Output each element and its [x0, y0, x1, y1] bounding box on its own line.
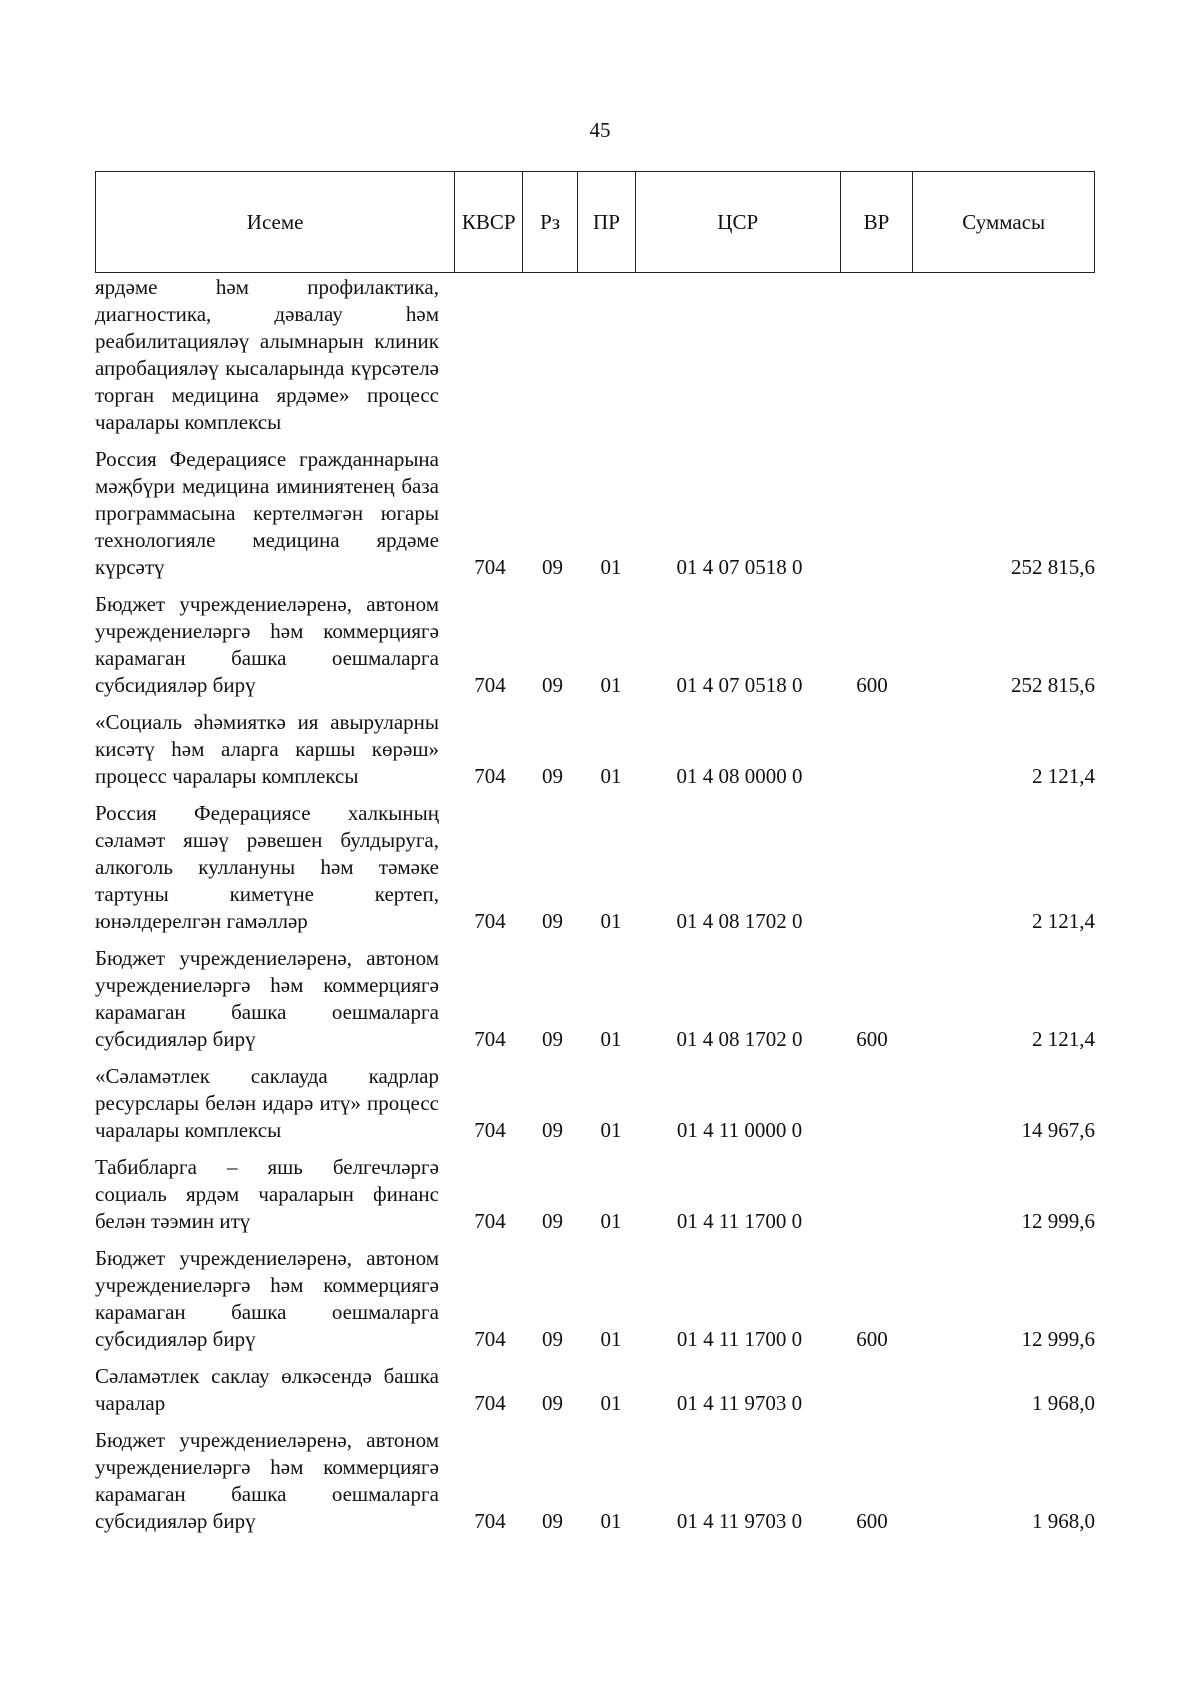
row-rz: 09: [542, 1509, 563, 1533]
row-pr: 01: [600, 1509, 622, 1533]
table-row: [95, 1245, 1105, 1353]
row-csr: 01 4 07 0518 0: [676, 555, 803, 579]
row-rz: 09: [542, 1209, 563, 1233]
table-row: [95, 1363, 1105, 1417]
header-vr: ВР: [841, 172, 914, 272]
row-kvsr: 704: [474, 1327, 506, 1351]
row-csr: 01 4 08 0000 0: [676, 764, 803, 788]
row-csr: 01 4 08 1702 0: [676, 909, 803, 933]
row-sum: 2 121,4: [1032, 764, 1095, 788]
row-sum: 12 999,6: [1021, 1327, 1095, 1351]
row-pr: 01: [600, 1391, 622, 1415]
row-csr: 01 4 07 0518 0: [676, 673, 803, 697]
row-name: ярдәме һәм профилактика, диагностика, дәвалау һәм реабилитацияләү алымнарын клиник апробацияләү кысаларында күрсәтелә торган медицина ярдәме» процесс чаралары комплексы: [95, 275, 439, 434]
table-row: [95, 945, 1105, 1053]
row-rz: 09: [542, 1118, 563, 1142]
header-rz: Рз: [523, 172, 578, 272]
row-name: Табибларга – яшь белгечләргә социаль ярдәм чараларын финанс белән тәэмин итү: [95, 1155, 439, 1233]
row-sum: 14 967,6: [1021, 1118, 1095, 1142]
row-kvsr: 704: [474, 1509, 506, 1533]
header-kvsr: КВСР: [455, 172, 523, 272]
row-name: Бюджет учреждениеләренә, автоном учреждениеләргә һәм коммерциягә карамаган башка оешмаларга субсидияләр бирү: [95, 946, 439, 1051]
row-kvsr: 704: [474, 555, 506, 579]
table-row: [95, 274, 1105, 436]
row-csr: 01 4 11 9703 0: [676, 1391, 803, 1415]
row-sum: 2 121,4: [1032, 1027, 1095, 1051]
row-pr: 01: [600, 1209, 622, 1233]
table-body: [95, 274, 1105, 1545]
row-rz: 09: [542, 764, 563, 788]
row-csr: 01 4 11 9703 0: [676, 1509, 803, 1533]
row-sum: 252 815,6: [1011, 555, 1095, 579]
row-name: Бюджет учреждениеләренә, автоном учреждениеләргә һәм коммерциягә карамаган башка оешмаларга субсидияләр бирү: [95, 1246, 439, 1351]
row-csr: 01 4 11 0000 0: [676, 1118, 803, 1142]
row-kvsr: 704: [474, 1027, 506, 1051]
row-name: Бюджет учреждениеләренә, автоном учреждениеләргә һәм коммерциягә карамаган башка оешмаларга субсидияләр бирү: [95, 1428, 439, 1533]
table-row: [95, 591, 1105, 699]
table-row: [95, 800, 1105, 935]
row-sum: 2 121,4: [1032, 909, 1095, 933]
row-rz: 09: [542, 673, 563, 697]
row-pr: 01: [600, 1327, 622, 1351]
row-pr: 01: [600, 555, 622, 579]
row-rz: 09: [542, 1391, 563, 1415]
header-csr: ЦСР: [636, 172, 841, 272]
row-sum: 252 815,6: [1011, 673, 1095, 697]
row-rz: 09: [542, 909, 563, 933]
table-row: [95, 446, 1105, 581]
row-rz: 09: [542, 555, 563, 579]
table-header: [95, 171, 1095, 273]
page-number: 45: [589, 118, 611, 142]
row-pr: 01: [600, 1027, 622, 1051]
row-rz: 09: [542, 1327, 563, 1351]
row-kvsr: 704: [474, 1209, 506, 1233]
row-pr: 01: [600, 673, 622, 697]
row-pr: 01: [600, 1118, 622, 1142]
row-pr: 01: [600, 909, 622, 933]
row-kvsr: 704: [474, 673, 506, 697]
row-kvsr: 704: [474, 1391, 506, 1415]
row-kvsr: 704: [474, 764, 506, 788]
row-csr: 01 4 08 1702 0: [676, 1027, 803, 1051]
row-rz: 09: [542, 1027, 563, 1051]
row-name: Бюджет учреждениеләренә, автоном учреждениеләргә һәм коммерциягә карамаган башка оешмаларга субсидияләр бирү: [95, 592, 439, 697]
header-pr: ПР: [578, 172, 636, 272]
row-sum: 12 999,6: [1021, 1209, 1095, 1233]
row-csr: 01 4 11 1700 0: [676, 1209, 803, 1233]
row-vr: 600: [856, 1509, 888, 1533]
table-row: [95, 1154, 1105, 1235]
table-row: [95, 1427, 1105, 1535]
header-name: Исеме: [96, 172, 455, 272]
row-name: Россия Федерациясе гражданнарына мәҗбүри медицина иминиятенең база программасына кертелмәгән югары технологияле медицина ярдәме күрсәтү: [95, 447, 439, 579]
row-name: «Социаль әһәмияткә ия авыруларны кисәтү һәм аларга каршы көрәш» процесс чаралары комплексы: [95, 710, 439, 788]
row-kvsr: 704: [474, 1118, 506, 1142]
row-kvsr: 704: [474, 909, 506, 933]
row-name: Россия Федерациясе халкының сәламәт яшәү рәвешен булдыруга, алкоголь куллануны һәм тәмәке тартуны киметүне кертеп, юнәлдерелгән гамәлләр: [95, 801, 439, 933]
header-sum: Суммасы: [962, 209, 1046, 234]
table-row: [95, 709, 1105, 790]
row-name: «Сәламәтлек саклауда кадрлар ресурслары белән идарә итү» процесс чаралары комплексы: [95, 1064, 439, 1142]
row-vr: 600: [856, 1027, 888, 1051]
row-sum: 1 968,0: [1032, 1509, 1095, 1533]
row-vr: 600: [856, 673, 888, 697]
row-name: Сәламәтлек саклау өлкәсендә башка чаралар: [95, 1364, 439, 1415]
row-csr: 01 4 11 1700 0: [676, 1327, 803, 1351]
row-vr: 600: [856, 1327, 888, 1351]
row-sum: 1 968,0: [1032, 1391, 1095, 1415]
row-pr: 01: [600, 764, 622, 788]
table-row: [95, 1063, 1105, 1144]
